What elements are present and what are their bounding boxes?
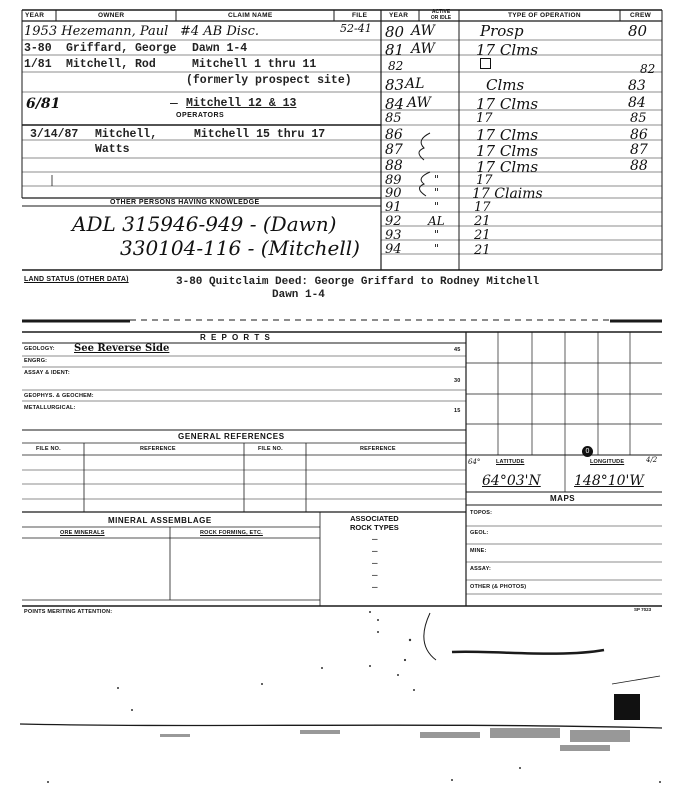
ref-col-file-no: FILE NO.: [36, 446, 61, 452]
header-active-or-idle: [426, 9, 456, 21]
activity-type: 17: [474, 200, 491, 215]
owner-row-3-claim: Mitchell 1 thru 11: [192, 58, 317, 71]
general-references-title: GENERAL REFERENCES: [178, 432, 285, 441]
geol-label: GEOL:: [470, 530, 489, 536]
activity-year: 85: [385, 111, 402, 126]
associated-rock-types-header: [350, 514, 399, 532]
land-status-text-2: Dawn 1-4: [272, 289, 325, 301]
activity-crew: 85: [630, 111, 647, 126]
engrg-label: ENGRG:: [24, 358, 48, 364]
owner-row-3-owner: Mitchell, Rod: [66, 58, 156, 71]
activity-year: 80: [385, 23, 405, 41]
activity-year: 94: [385, 242, 402, 257]
activity-type: Prosp: [480, 22, 524, 40]
owner-row-2-claim: Dawn 1-4: [192, 42, 248, 55]
activity-crew: 82: [640, 62, 656, 76]
activity-status: ": [434, 186, 440, 199]
activity-crew: 80: [628, 22, 648, 40]
activity-type: 17 Claims: [472, 186, 543, 202]
assay-label: ASSAY:: [470, 566, 492, 572]
other-photos-label: OTHER (& PHOTOS): [470, 584, 527, 590]
activity-year: 91: [385, 200, 402, 215]
longitude-suffix: 4/2: [646, 456, 658, 464]
activity-type: 17 Clms: [476, 126, 539, 144]
activity-status: AW: [411, 23, 435, 39]
metallurgical-label: METALLURGICAL:: [24, 405, 76, 411]
activity-type: 21: [474, 228, 491, 243]
activity-crew: 88: [630, 158, 648, 174]
activity-type: Clms: [486, 76, 525, 94]
owner-row-2-year: 3-80: [24, 42, 52, 55]
owner-row-5-claim: Mitchell 12 & 13: [186, 97, 297, 110]
land-status-label: LAND STATUS (OTHER DATA): [24, 276, 129, 283]
owner-row-3-year: 1/81: [24, 58, 52, 71]
owner-row-1-year: 1953: [24, 24, 58, 39]
activity-status: ": [434, 200, 440, 213]
land-status-text-1: 3-80 Quitclaim Deed: George Griffard to Rodney Mitchell: [176, 276, 540, 288]
points-meriting-attention-label: POINTS MERITING ATTENTION:: [24, 609, 113, 615]
activity-year: 89: [385, 173, 402, 188]
activity-year: 82: [388, 59, 404, 73]
header-year: YEAR: [25, 12, 45, 19]
activity-type: 17: [476, 111, 493, 126]
header-year-2: YEAR: [389, 12, 409, 19]
dotted-dashes: – – – – –: [372, 534, 378, 593]
latitude-value: 64°03'N: [482, 473, 541, 489]
ore-minerals-header: ORE MINERALS: [60, 530, 105, 536]
owner-row-1-file: 52-41: [340, 22, 372, 35]
header-active: ACTIVE: [431, 9, 451, 15]
activity-type: 21: [474, 243, 491, 258]
activity-status: ": [434, 228, 440, 241]
activity-year: 93: [385, 228, 402, 243]
owner-row-1-owner: Hezemann, Paul: [61, 24, 169, 39]
reports-number-15: 15: [454, 408, 461, 414]
geophys-geochem-label: GEOPHYS. & GEOCHEM:: [24, 393, 94, 399]
activity-crew: 86: [630, 127, 648, 143]
checkbox-mark: [480, 58, 491, 69]
activity-status: AW: [407, 95, 431, 111]
owner-row-6-year: 3/14/87: [30, 128, 79, 141]
reports-number-30: 30: [454, 378, 461, 384]
owner-row-4-claim: (formerly prospect site): [186, 74, 352, 87]
activity-year: 88: [385, 158, 403, 174]
activity-type: 17: [476, 173, 493, 188]
activity-status: AL: [428, 214, 445, 228]
activity-type: 17 Clms: [476, 41, 539, 59]
activity-year: 81: [385, 41, 405, 59]
activity-year: 87: [385, 142, 403, 158]
owner-row-5-year: 6/81: [26, 96, 61, 112]
geology-label: GEOLOGY:: [24, 346, 55, 352]
assay-ident-label: ASSAY & IDENT:: [24, 370, 70, 376]
activity-crew: 87: [630, 142, 648, 158]
dash-mark: –: [170, 94, 178, 110]
form-number: SP 7023: [634, 607, 652, 612]
knowledge-line-1: ADL 315946-949 - (Dawn): [72, 212, 337, 236]
rock-types-line: ROCK TYPES: [350, 523, 399, 532]
reports-number-45: 45: [454, 347, 461, 353]
activity-year: 86: [385, 127, 403, 143]
owner-row-2-owner: Griffard, George: [66, 42, 177, 55]
ref-col-file-no-2: FILE NO.: [258, 446, 283, 452]
owner-row-6-claim: Mitchell 15 thru 17: [194, 128, 326, 141]
operators-label: OPERATORS: [176, 112, 225, 119]
activity-year: 92: [385, 214, 402, 229]
activity-status: AL: [405, 76, 425, 92]
owner-row-7-owner: Watts: [95, 143, 130, 156]
activity-type: 17 Clms: [476, 95, 539, 113]
header-file: FILE: [352, 12, 368, 19]
knowledge-line-2: 330104-116 - (Mitchell): [120, 236, 360, 260]
activity-type: 21: [474, 214, 491, 229]
maps-label: MAPS: [550, 494, 576, 503]
ref-col-reference-2: REFERENCE: [360, 446, 396, 452]
owner-row-1: [24, 24, 168, 39]
activity-crew: 83: [628, 78, 646, 94]
activity-year: 90: [385, 186, 402, 201]
latitude-label: LATITUDE: [496, 459, 525, 465]
geology-value: See Reverse Side: [74, 343, 170, 354]
header-type-of-operation: TYPE OF OPERATION: [508, 12, 581, 19]
latitude-prefix: 64°: [468, 458, 481, 466]
mineral-assemblage-title: MINERAL ASSEMBLAGE: [108, 516, 212, 525]
activity-type: 17 Clms: [476, 158, 539, 176]
activity-type: 17 Clms: [476, 142, 539, 160]
activity-status: AW: [411, 41, 435, 57]
activity-year: 83: [385, 76, 405, 94]
associated-line: ASSOCIATED: [350, 514, 399, 523]
activity-year: 84: [385, 95, 405, 113]
header-claim-name: CLAIM NAME: [228, 12, 273, 19]
ref-col-reference: REFERENCE: [140, 446, 176, 452]
reports-title: R E P O R T S: [200, 333, 272, 342]
activity-status: ": [434, 173, 440, 186]
longitude-value: 148°10'W: [574, 473, 644, 489]
activity-status: ": [434, 242, 440, 255]
header-owner: OWNER: [98, 12, 125, 19]
rock-forming-header: ROCK FORMING, ETC.: [200, 530, 263, 536]
longitude-label: LONGITUDE: [590, 459, 625, 465]
topos-label: TOPOS:: [470, 510, 493, 516]
owner-row-6-owner: Mitchell,: [95, 128, 158, 141]
owner-row-1-claim: #4 AB Disc.: [180, 24, 260, 39]
mine-label: MINE:: [470, 548, 487, 554]
knowledge-label: OTHER PERSONS HAVING KNOWLEDGE: [110, 199, 260, 206]
header-or-idle: OR IDLE: [430, 15, 452, 21]
circle-marker: 0: [582, 446, 593, 457]
activity-crew: 84: [628, 95, 646, 111]
header-crew: CREW: [630, 12, 652, 19]
